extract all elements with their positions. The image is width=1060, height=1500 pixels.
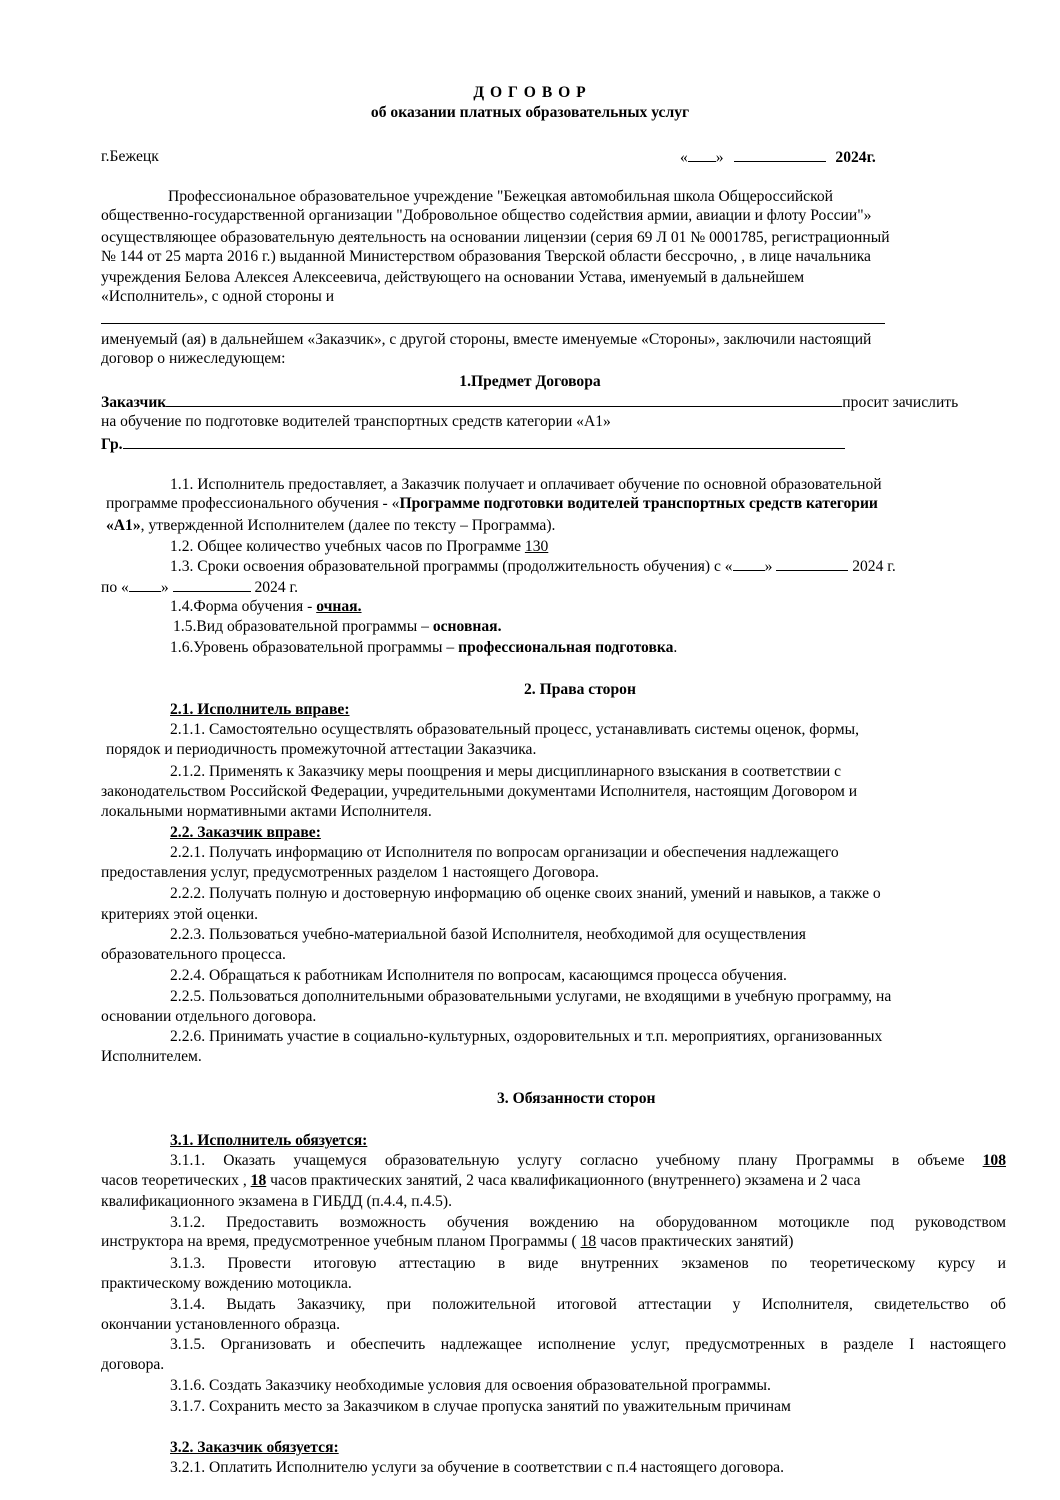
clause-2-2-4: 2.2.4. Обращаться к работникам Исполнителя по вопросам, касающимся процесса обучения. (170, 967, 787, 984)
driving-hours: 18 (580, 1233, 597, 1250)
clause-3-1-1-cont: часов теоретических , 18 часов практических занятий, 2 часа квалификационного (внутреннего) экзамена и 2 часа (101, 1172, 861, 1189)
clause-2-1-1: 2.1.1. Самостоятельно осуществлять образовательный процесс, устанавливать системы оценок, формы, (170, 721, 859, 738)
preamble-line: «Исполнитель», с одной стороны и (101, 288, 335, 305)
clause-2-2-6-cont: Исполнителем. (101, 1048, 202, 1065)
subsection-2-2: 2.2. Заказчик вправе: (170, 824, 321, 841)
clause-3-2-1: 3.2.1. Оплатить Исполнителю услуги за обучение в соответствии с п.4 настоящего договора. (170, 1459, 784, 1476)
clause-1-5: 1.5.Вид образовательной программы – основная. (173, 618, 502, 635)
clause-2-2-1-cont: предоставления услуг, предусмотренных разделом 1 настоящего Договора. (101, 864, 599, 881)
document-subtitle: об оказании платных образовательных услуг (370, 104, 690, 121)
clause-3-1-2: 3.1.2. Предоставить возможность обучения вождению на оборудованном мотоцикле под руководством (170, 1214, 1006, 1231)
clause-2-1-2: 2.1.2. Применять к Заказчику меры поощрения и меры дисциплинарного взыскания в соответствии с (170, 763, 842, 780)
clause-2-1-2-cont: законодательством Российской Федерации, учредительными документами Исполнителя, настоящим Договором и (101, 783, 858, 800)
clause-2-1-1-cont: порядок и периодичность промежуточной аттестации Заказчика. (106, 741, 537, 758)
clause-2-2-3: 2.2.3. Пользоваться учебно-материальной базой Исполнителя, необходимой для осуществления (170, 926, 806, 943)
clause-1-1-end: «А1», утвержденной Исполнителем (далее по тексту – Программа). (106, 517, 556, 534)
preamble-line: общественно-государственной организации "Добровольное общество содействия армии, авиации и флоту России"» (101, 207, 872, 224)
clause-2-2-5-cont: основании отдельного договора. (101, 1008, 317, 1025)
clause-2-2-2: 2.2.2. Получать полную и достоверную информацию об оценке своих знаний, умений и навыков, а также о (170, 885, 881, 902)
section-1-heading: 1.Предмет Договора (459, 373, 601, 390)
theory-hours: 108 (982, 1152, 1006, 1169)
section-3-heading: 3. Обязанности сторон (497, 1090, 656, 1107)
clause-3-1-4-cont: окончании установленного образца. (101, 1316, 341, 1333)
clause-3-1-1-end: квалификационного экзамена в ГИБДД (п.4.4, п.4.5). (101, 1193, 453, 1210)
clause-3-1-5: 3.1.5. Организовать и обеспечить надлежащее исполнение услуг, предусмотренных в разделе I настоящего (170, 1336, 1006, 1353)
customer-name-line[interactable] (101, 323, 885, 324)
total-hours: 130 (524, 538, 549, 555)
clause-1-1-cont: программе профессионального обучения - «Программе подготовки водителей транспортных средств категории (106, 495, 878, 512)
subsection-3-1: 3.1. Исполнитель обязуется: (170, 1132, 368, 1149)
group-row (101, 434, 845, 454)
date-year: 2024г. (835, 149, 876, 166)
clause-2-2-2-cont: критериях этой оценки. (101, 906, 259, 923)
customer-label: Заказчик (101, 394, 167, 411)
training-line: на обучение по подготовке водителей транспортных средств категории «А1» (101, 413, 611, 430)
preamble-line: договор о нижеследующем: (101, 350, 286, 367)
day-blank[interactable] (688, 147, 716, 162)
end-day-blank[interactable] (129, 577, 161, 592)
section-2-heading: 2. Права сторон (524, 681, 636, 698)
clause-2-2-3-cont: образовательного процесса. (101, 946, 286, 963)
clause-3-1-3-cont: практическому вождению мотоцикла. (101, 1275, 352, 1292)
date-close-quote: » (715, 149, 724, 166)
clause-3-1-4: 3.1.4. Выдать Заказчику, при положительной итоговой аттестации у Исполнителя, свидетельство об (170, 1296, 1006, 1313)
start-month-blank[interactable] (776, 556, 848, 571)
customer-tail: просит зачислить (842, 394, 959, 411)
document-title: Д О Г О В О Р (473, 84, 587, 101)
preamble-line: Профессиональное образовательное учреждение "Бежецкая автомобильная школа Общероссийской (168, 188, 834, 205)
customer-row (101, 392, 958, 412)
subsection-2-1: 2.1. Исполнитель вправе: (170, 701, 350, 718)
clause-3-1-6: 3.1.6. Создать Заказчику необходимые условия для освоения образовательной программы. (170, 1377, 771, 1394)
clause-3-1-1: 3.1.1. Оказать учащемуся образовательную услугу согласно учебному плану Программы в объеме 108 (170, 1152, 1006, 1169)
clause-1-3: 1.3. Сроки освоения образовательной программы (продолжительность обучения) с « » 2024 г. (170, 558, 896, 575)
preamble-line: № 144 от 25 марта 2016 г.) выданной Министерством образования Тверской области бессрочно, , в лице начальника (101, 248, 871, 265)
clause-2-2-5: 2.2.5. Пользоваться дополнительными образовательными услугами, не входящими в учебную программу, на (170, 988, 892, 1005)
clause-2-2-6: 2.2.6. Принимать участие в социально-культурных, оздоровительных и т.п. мероприятиях, организованных (170, 1028, 883, 1045)
month-blank[interactable] (734, 147, 826, 162)
practice-hours: 18 (250, 1172, 267, 1189)
clause-3-1-5-cont: договора. (101, 1356, 165, 1373)
group-label: Гр. (101, 436, 123, 453)
clause-1-3-cont: по « » 2024 г. (101, 579, 299, 596)
contract-date (680, 147, 876, 167)
clause-1-1: 1.1. Исполнитель предоставляет, а Заказчик получает и оплачивает обучение по основной образовательной (170, 476, 882, 493)
clause-2-1-2-end: локальными нормативными актами Исполнителя. (101, 803, 432, 820)
clause-1-6: 1.6.Уровень образовательной программы – профессиональная подготовка. (170, 639, 678, 656)
preamble-line: именуемый (ая) в дальнейшем «Заказчик», с другой стороны, вместе именуемые «Стороны», заключили настоящий (101, 331, 872, 348)
start-day-blank[interactable] (733, 556, 765, 571)
clause-1-2: 1.2. Общее количество учебных часов по Программе 130 (170, 538, 549, 555)
preamble-line: учреждения Белова Алексея Алексеевича, действующего на основании Устава, именуемый в дальнейшем (101, 269, 805, 286)
date-open-quote: « (680, 149, 688, 166)
clause-3-1-3: 3.1.3. Провести итоговую аттестацию в виде внутренних экзаменов по теоретическому курсу и (170, 1255, 1006, 1272)
clause-3-1-2-cont: инструктора на время, предусмотренное учебным планом Программы ( 18 часов практических занятий) (101, 1233, 794, 1250)
city: г.Бежецк (101, 148, 159, 165)
group-blank[interactable] (123, 434, 845, 449)
customer-blank[interactable] (166, 392, 842, 407)
end-month-blank[interactable] (173, 577, 251, 592)
clause-2-2-1: 2.2.1. Получать информацию от Исполнителя по вопросам организации и обеспечения надлежащего (170, 844, 839, 861)
clause-3-1-7: 3.1.7. Сохранить место за Заказчиком в случае пропуска занятий по уважительным причинам (170, 1398, 791, 1415)
clause-1-4: 1.4.Форма обучения - очная. (170, 598, 362, 615)
subsection-3-2: 3.2. Заказчик обязуется: (170, 1439, 339, 1456)
preamble-line: осуществляющее образовательную деятельность на основании лицензии (серия 69 Л 01 № 0001785, регистрационный (101, 229, 890, 246)
